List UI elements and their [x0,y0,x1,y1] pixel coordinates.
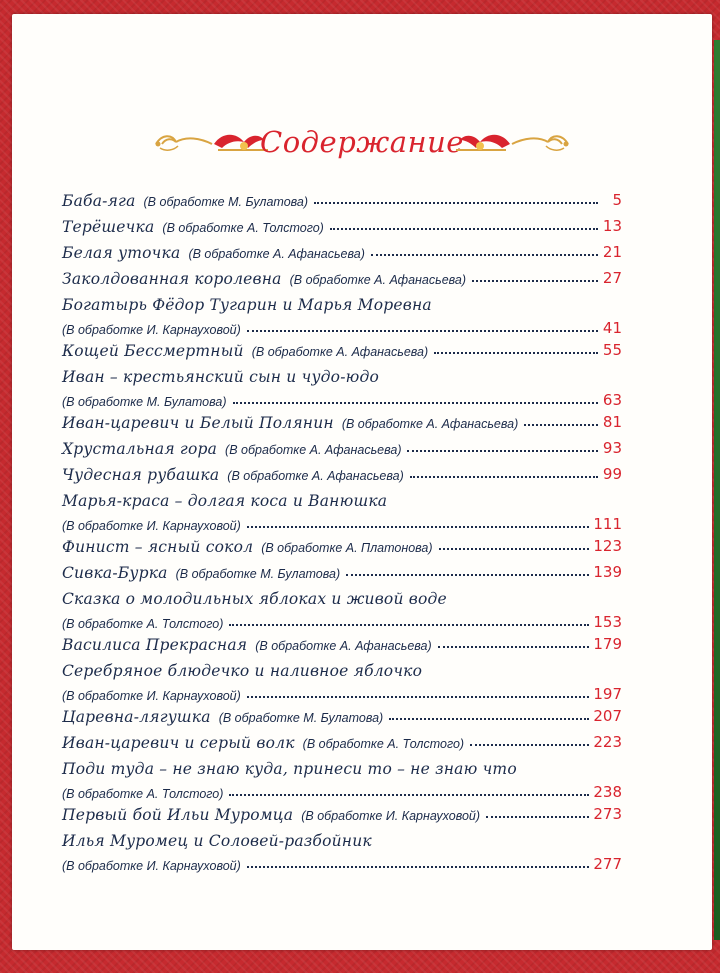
toc-entry[interactable] [62,434,622,460]
toc-entry-page: 93 [602,439,622,457]
toc-entry-title: Финист – ясный сокол [62,538,254,556]
toc-entry[interactable] [62,754,622,800]
toc-entry-title: Заколдованная королевна [62,270,282,288]
toc-entry-note: (В обработке А. Афанасьева) [188,247,365,261]
toc-entry[interactable] [62,584,622,630]
toc-entry-page: 238 [593,783,622,801]
toc-entry[interactable] [62,186,622,212]
toc-entry-title: Чудесная рубашка [62,466,220,484]
toc-entry-note: (В обработке А. Толстого) [302,737,465,751]
page-title: Содержание [260,125,464,159]
toc-leader-dots [524,424,598,426]
floral-ornament-icon [452,122,572,162]
toc-leader-dots [247,526,590,528]
toc-entry-note: (В обработке А. Афанасьева) [227,469,404,483]
toc-entry[interactable] [62,656,622,702]
toc-leader-dots [486,816,589,818]
toc-entry[interactable] [62,702,622,728]
toc-entry[interactable] [62,826,622,872]
toc-entry[interactable] [62,408,622,434]
toc-entry-note: (В обработке И. Карнауховой) [62,859,241,873]
toc-entry-note: (В обработке А. Платонова) [261,541,433,555]
toc-leader-dots [410,476,598,478]
toc-entry[interactable] [62,290,622,336]
toc-entry-page: 13 [602,217,622,235]
toc-entry-page: 223 [593,733,622,751]
toc-entry-title: Василиса Прекрасная [62,636,248,654]
toc-entry-note: (В обработке А. Толстого) [162,221,324,235]
toc-entry[interactable] [62,728,622,754]
toc-leader-dots [233,402,598,404]
toc-entry-note: (В обработке И. Карнауховой) [62,689,241,703]
toc-entry[interactable] [62,486,622,532]
toc-entry[interactable] [62,630,622,656]
toc-entry-title: Иван-царевич и серый волк [62,734,295,752]
toc-entry-title: Марья-краса – долгая коса и Ванюшка [62,492,388,510]
toc-entry-note: (В обработке А. Афанасьева) [251,345,429,359]
toc-entry-title: Царевна-лягушка [62,708,211,726]
toc-leader-dots [247,696,590,698]
toc-leader-dots [314,202,598,204]
toc-entry-page: 55 [602,341,622,359]
toc-entry-note: (В обработке А. Афанасьева) [225,443,402,457]
toc-entry-note: (В обработке И. Карнауховой) [62,519,241,533]
toc-entry-page: 5 [612,191,622,209]
toc-entry-page: 27 [602,269,622,287]
toc-entry-page: 41 [602,319,622,337]
toc-entry-note: (В обработке М. Булатова) [62,395,227,409]
toc-entry[interactable] [62,264,622,290]
toc-leader-dots [346,574,589,576]
toc-leader-dots [247,330,598,332]
toc-entry[interactable] [62,460,622,486]
toc-entry-note: (В обработке А. Афанасьева) [255,639,432,653]
toc-entry-note: (В обработке А. Афанасьева) [341,417,519,431]
toc-entry-title: Поди туда – не знаю куда, принеси то – не знаю что [62,760,517,778]
toc-leader-dots [330,228,598,230]
toc-entry[interactable] [62,362,622,408]
toc-entry-title: Илья Муромец и Соловей-разбойник [62,832,372,850]
toc-entry-note: (В обработке А. Толстого) [62,617,224,631]
toc-entry-page: 21 [602,243,622,261]
toc-entry-title: Иван – крестьянский сын и чудо-юдо [62,368,380,386]
toc-entry-note: (В обработке М. Булатова) [218,711,384,725]
toc-leader-dots [407,450,598,452]
toc-entry[interactable] [62,336,622,362]
toc-leader-dots [247,866,590,868]
toc-entry-title: Первый бой Ильи Муромца [62,806,294,824]
toc-entry-title: Сказка о молодильных яблоках и живой воде [62,590,447,608]
contents-header [12,122,712,166]
toc-entry-note: (В обработке М. Булатова) [175,567,341,581]
toc-leader-dots [439,548,590,550]
toc-entry[interactable] [62,212,622,238]
toc-entry-note: (В обработке М. Булатова) [143,195,309,209]
toc-leader-dots [438,646,590,648]
toc-entry[interactable] [62,558,622,584]
toc-leader-dots [229,794,589,796]
toc-entry-note: (В обработке И. Карнауховой) [301,809,481,823]
toc-entry-page: 139 [593,563,622,581]
toc-entry-note: (В обработке И. Карнауховой) [62,323,241,337]
toc-entry-page: 81 [602,413,622,431]
toc-entry-page: 123 [593,537,622,555]
toc-entry-title: Серебряное блюдечко и наливное яблочко [62,662,423,680]
toc-leader-dots [470,744,589,746]
toc-leader-dots [229,624,589,626]
toc-entry[interactable] [62,800,622,826]
toc-entry-page: 207 [593,707,622,725]
toc-entry-page: 63 [602,391,622,409]
toc-entry-title: Сивка-Бурка [62,564,168,582]
toc-entry-page: 179 [593,635,622,653]
table-of-contents [62,186,622,872]
toc-entry-title: Богатырь Фёдор Тугарин и Марья Моревна [62,296,432,314]
toc-entry-page: 277 [593,855,622,873]
toc-entry-note: (В обработке А. Толстого) [62,787,224,801]
toc-entry[interactable] [62,532,622,558]
toc-leader-dots [434,352,598,354]
toc-leader-dots [472,280,598,282]
toc-entry-title: Белая уточка [62,244,181,262]
contents-page [12,14,712,950]
toc-entry-title: Хрустальная гора [62,440,218,458]
toc-entry[interactable] [62,238,622,264]
toc-entry-page: 273 [593,805,622,823]
toc-entry-page: 111 [593,515,622,533]
book-spine-edge [714,40,720,940]
toc-entry-title: Терёшечка [62,218,155,236]
toc-entry-title: Баба-яга [62,192,136,210]
toc-entry-title: Иван-царевич и Белый Полянин [62,414,334,432]
toc-entry-page: 99 [602,465,622,483]
toc-entry-title: Кощей Бессмертный [62,342,244,360]
toc-entry-page: 153 [593,613,622,631]
toc-leader-dots [389,718,589,720]
toc-leader-dots [371,254,598,256]
toc-entry-note: (В обработке А. Афанасьева) [289,273,467,287]
toc-entry-page: 197 [593,685,622,703]
